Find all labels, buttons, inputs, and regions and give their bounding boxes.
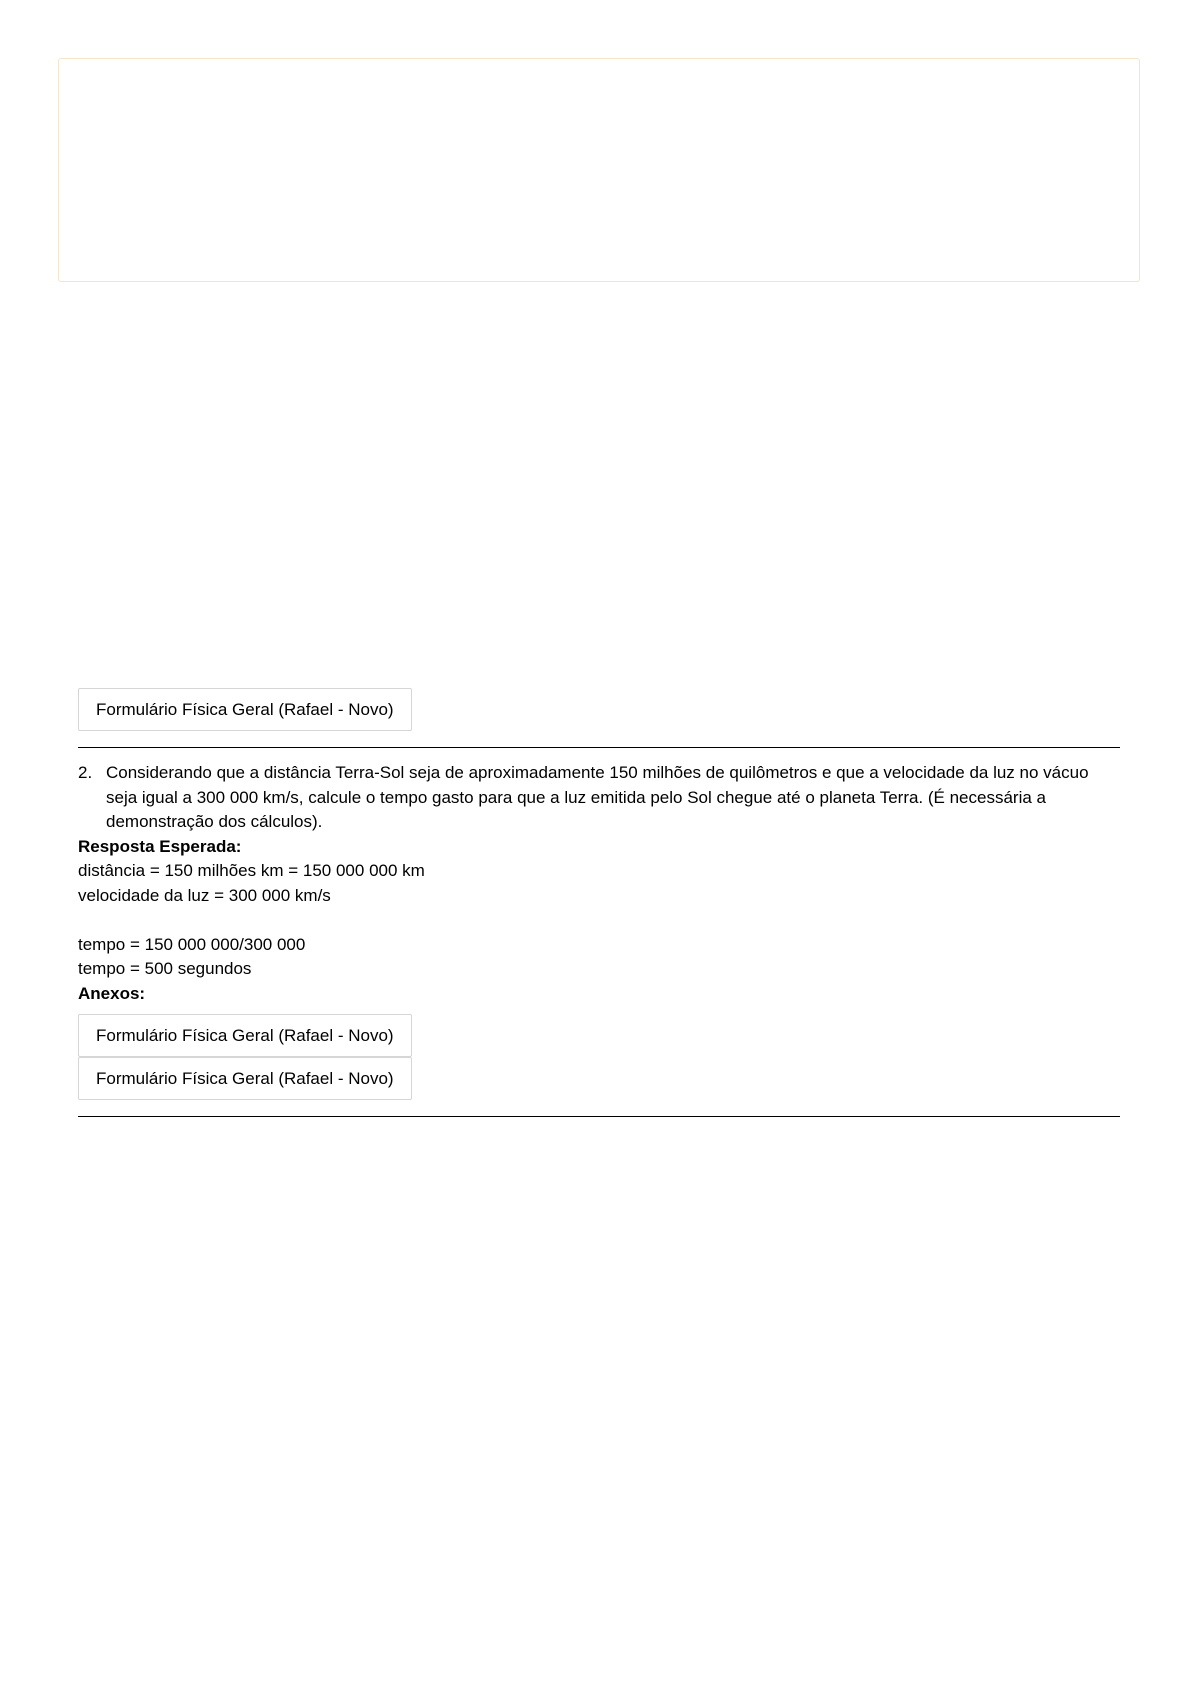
question-number: 2. — [78, 763, 93, 782]
expected-answer-heading: Resposta Esperada: — [78, 836, 242, 856]
attachments-list — [78, 1014, 1120, 1100]
answer-line: velocidade da luz = 300 000 km/s — [78, 885, 331, 905]
answer-line: tempo = 500 segundos — [78, 959, 252, 978]
answer-blank-line — [78, 908, 1120, 933]
question-item — [78, 761, 1120, 835]
answer-line: distância = 150 milhões km = 150 000 000 km — [78, 861, 425, 880]
question-block — [78, 688, 1120, 1117]
attachment-link[interactable]: Formulário Física Geral (Rafael - Novo) — [78, 1014, 412, 1057]
empty-frame — [58, 58, 1140, 282]
answer-line: tempo = 150 000 000/300 000 — [78, 934, 306, 954]
attachment-link-top[interactable]: Formulário Física Geral (Rafael - Novo) — [78, 688, 412, 731]
question-text: Considerando que a distância Terra-Sol seja de aproximadamente 150 milhões de quilômetros e que a velocidade da luz no vácuo seja igual a 300 000 km/s, calcule o tempo gasto para que a luz emitida pelo Sol chegue até o planeta Terra. (É necessária a demonstração dos cálculos). — [106, 763, 1089, 831]
divider-bottom — [78, 1116, 1120, 1117]
attachment-link[interactable]: Formulário Física Geral (Rafael - Novo) — [78, 1057, 412, 1100]
attachments-heading: Anexos: — [78, 983, 146, 1003]
divider-top — [78, 747, 1120, 748]
